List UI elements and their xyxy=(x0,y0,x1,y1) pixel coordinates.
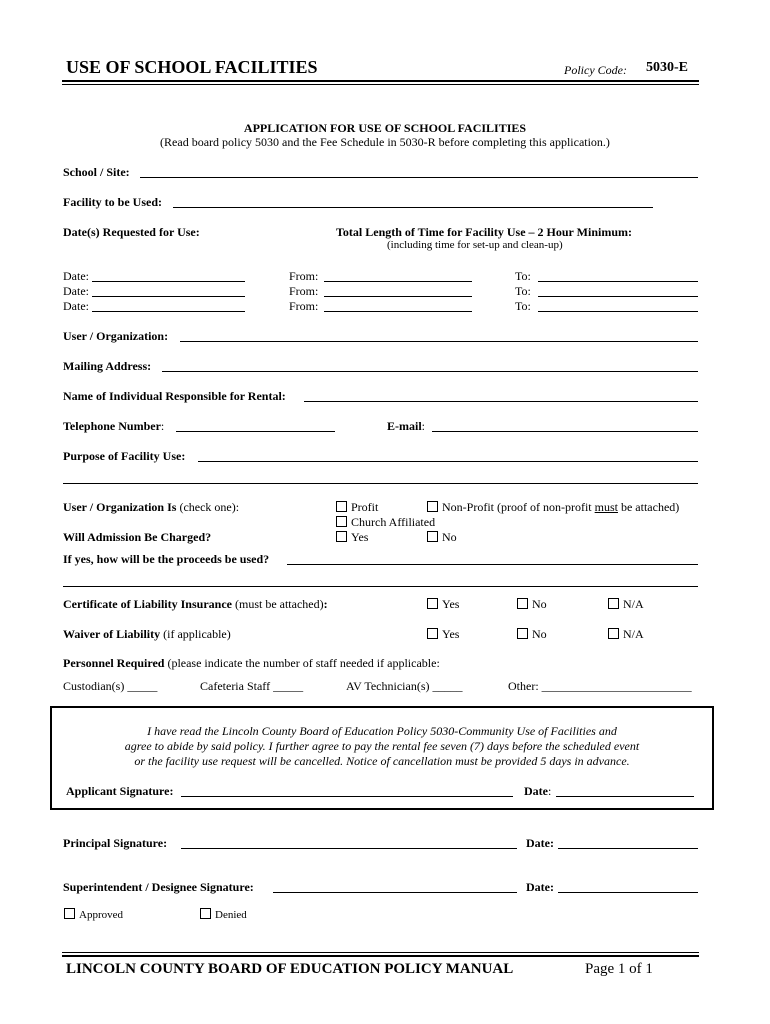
superintendent-signature-label: Superintendent / Designee Signature: xyxy=(63,880,254,894)
waiver-yes[interactable]: Yes xyxy=(427,627,459,642)
applicant-signature-field[interactable] xyxy=(181,796,513,797)
denied-option[interactable]: Denied xyxy=(200,908,247,921)
other-field[interactable]: Other: _________________________ xyxy=(508,679,692,693)
dates-requested-label: Date(s) Requested for Use: xyxy=(63,225,200,239)
waiver-label: Waiver of Liability xyxy=(63,627,161,641)
email-field[interactable] xyxy=(432,431,698,432)
user-org-label: User / Organization: xyxy=(63,329,169,343)
personnel-label: Personnel Required xyxy=(63,656,165,670)
principal-date-label: Date: xyxy=(526,836,554,850)
superintendent-date-label: Date: xyxy=(526,880,554,894)
mailing-field[interactable] xyxy=(162,371,698,372)
personnel-note: (please indicate the number of staff needed if applicable: xyxy=(167,656,440,670)
school-site-label: School / Site: xyxy=(63,165,130,179)
custodian-field[interactable]: Custodian(s) _____ xyxy=(63,679,158,693)
profit-option[interactable]: Profit xyxy=(336,500,378,515)
to-label-1: To: xyxy=(515,269,531,283)
check-one-note: (check one): xyxy=(179,500,240,514)
av-field[interactable]: AV Technician(s) _____ xyxy=(346,679,463,693)
principal-signature-label: Principal Signature: xyxy=(63,836,168,850)
applicant-date-field[interactable] xyxy=(556,796,694,797)
date-field-1[interactable] xyxy=(92,281,245,282)
applicant-date-label: Date xyxy=(524,784,548,798)
purpose-field[interactable] xyxy=(198,461,698,462)
proceeds-label: If yes, how will be the proceeds be used? xyxy=(63,552,270,566)
insurance-label: Certificate of Liability Insurance xyxy=(63,597,232,611)
from-label-2: From: xyxy=(289,284,319,298)
purpose-label: Purpose of Facility Use: xyxy=(63,449,186,463)
principal-date-field[interactable] xyxy=(558,848,698,849)
to-field-1[interactable] xyxy=(538,281,698,282)
approved-option[interactable]: Approved xyxy=(64,908,123,921)
agreement-line-3: or the facility use request will be cancelled. Notice of cancellation must be provided 5 days in advance. xyxy=(134,754,630,768)
waiver-note: (if applicable) xyxy=(163,627,231,641)
checkbox-icon[interactable] xyxy=(608,598,619,609)
principal-signature-field[interactable] xyxy=(181,848,517,849)
checkbox-icon[interactable] xyxy=(427,531,438,542)
superintendent-signature-field[interactable] xyxy=(273,892,517,893)
mailing-label: Mailing Address: xyxy=(63,359,152,373)
date-field-2[interactable] xyxy=(92,296,245,297)
date-label-3: Date: xyxy=(63,299,89,313)
date-label-1: Date: xyxy=(63,269,89,283)
checkbox-icon[interactable] xyxy=(517,598,528,609)
from-field-2[interactable] xyxy=(324,296,472,297)
proceeds-field-2[interactable] xyxy=(63,586,698,587)
checkbox-icon[interactable] xyxy=(427,628,438,639)
checkbox-icon[interactable] xyxy=(336,531,347,542)
checkbox-icon[interactable] xyxy=(517,628,528,639)
cafeteria-field[interactable]: Cafeteria Staff _____ xyxy=(200,679,304,693)
from-field-1[interactable] xyxy=(324,281,472,282)
proceeds-field[interactable] xyxy=(287,564,698,565)
checkbox-icon[interactable] xyxy=(200,908,211,919)
facility-label: Facility to be Used: xyxy=(63,195,162,209)
date-field-3[interactable] xyxy=(92,311,245,312)
to-label-2: To: xyxy=(515,284,531,298)
header-rule xyxy=(62,80,699,82)
page-title: USE OF SCHOOL FACILITIES xyxy=(66,57,318,77)
telephone-field[interactable] xyxy=(176,431,335,432)
nonprofit-option[interactable]: Non-Profit (proof of non-profit must be attached) xyxy=(427,500,679,515)
footer-rule xyxy=(62,955,699,957)
email-label: E-mail xyxy=(387,419,422,433)
checkbox-icon[interactable] xyxy=(336,501,347,512)
purpose-field-2[interactable] xyxy=(63,483,698,484)
header-rule-thin xyxy=(62,84,699,85)
footer-manual: LINCOLN COUNTY BOARD OF EDUCATION POLICY MANUAL xyxy=(66,961,514,977)
total-time-note: (including time for set-up and clean-up) xyxy=(387,239,563,251)
insurance-yes[interactable]: Yes xyxy=(427,597,459,612)
agreement-line-2: agree to abide by said policy. I further agree to pay the rental fee seven (7) days before the scheduled event xyxy=(124,739,640,753)
policy-code-label: Policy Code: xyxy=(564,63,627,77)
page-number: Page 1 of 1 xyxy=(585,961,653,977)
applicant-signature-label: Applicant Signature: xyxy=(66,784,174,798)
facility-field[interactable] xyxy=(173,207,653,208)
to-field-3[interactable] xyxy=(538,311,698,312)
waiver-na[interactable]: N/A xyxy=(608,627,644,642)
checkbox-icon[interactable] xyxy=(336,516,347,527)
checkbox-icon[interactable] xyxy=(427,501,438,512)
admission-label: Will Admission Be Charged? xyxy=(63,530,212,544)
form-subtitle: (Read board policy 5030 and the Fee Schedule in 5030-R before completing this application.) xyxy=(160,135,610,149)
telephone-label: Telephone Number xyxy=(63,419,161,433)
checkbox-icon[interactable] xyxy=(427,598,438,609)
policy-code: 5030-E xyxy=(646,60,688,75)
insurance-na[interactable]: N/A xyxy=(608,597,644,612)
from-field-3[interactable] xyxy=(324,311,472,312)
form-title: APPLICATION FOR USE OF SCHOOL FACILITIES xyxy=(243,121,527,135)
superintendent-date-field[interactable] xyxy=(558,892,698,893)
user-org-field[interactable] xyxy=(180,341,698,342)
admission-yes[interactable]: Yes xyxy=(336,530,368,545)
responsible-field[interactable] xyxy=(304,401,698,402)
from-label-3: From: xyxy=(289,299,319,313)
responsible-label: Name of Individual Responsible for Rental: xyxy=(63,389,286,403)
total-time-label: Total Length of Time for Facility Use – 2 Hour Minimum: xyxy=(336,225,632,239)
to-label-3: To: xyxy=(515,299,531,313)
footer-rule-thin xyxy=(62,952,699,953)
checkbox-icon[interactable] xyxy=(64,908,75,919)
admission-no[interactable]: No xyxy=(427,530,457,545)
date-label-2: Date: xyxy=(63,284,89,298)
school-site-field[interactable] xyxy=(140,177,698,178)
checkbox-icon[interactable] xyxy=(608,628,619,639)
church-option[interactable]: Church Affiliated xyxy=(336,515,435,530)
waiver-no[interactable]: No xyxy=(517,627,547,642)
to-field-2[interactable] xyxy=(538,296,698,297)
agreement-line-1: I have read the Lincoln County Board of Education Policy 5030-Community Use of Facilities and xyxy=(147,724,617,738)
org-is-label: User / Organization Is xyxy=(63,500,177,514)
insurance-note: (must be attached) xyxy=(234,597,324,611)
from-label-1: From: xyxy=(289,269,319,283)
insurance-no[interactable]: No xyxy=(517,597,547,612)
